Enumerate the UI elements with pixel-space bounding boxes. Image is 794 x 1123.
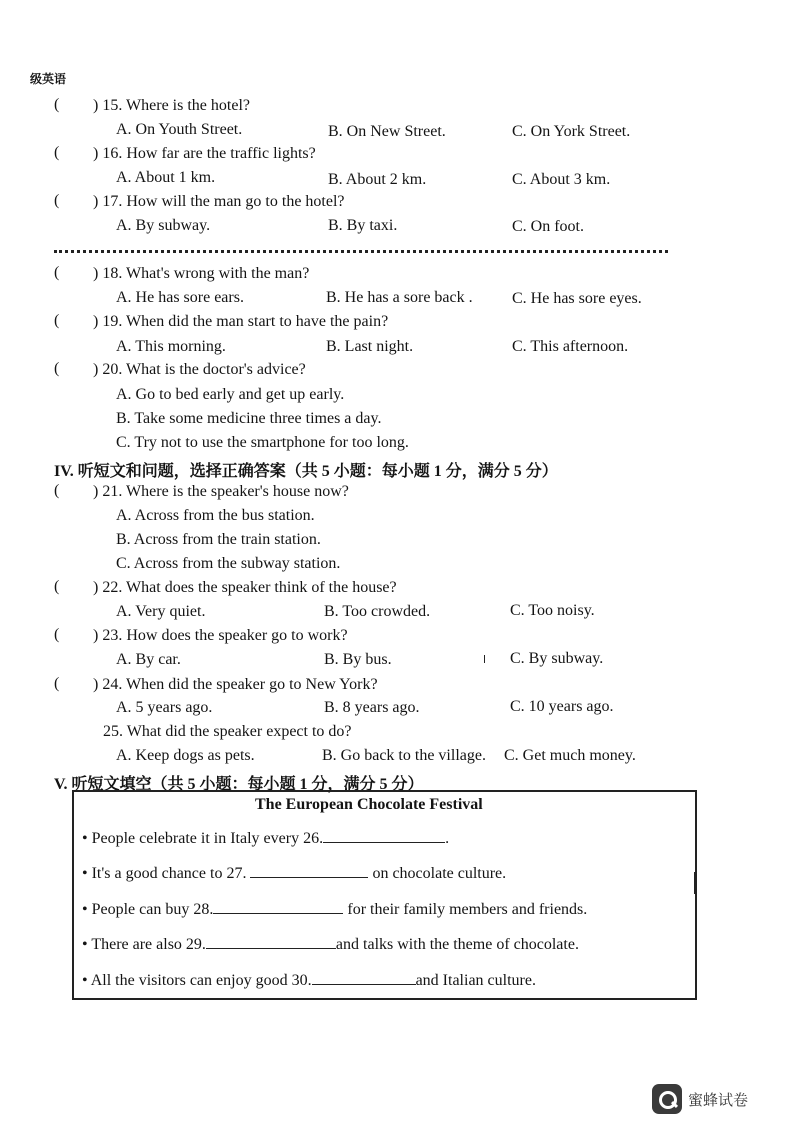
- option-25-b: B. Go back to the village.: [322, 747, 486, 764]
- option-17-c: C. On foot.: [512, 218, 584, 235]
- answer-bracket[interactable]: (: [54, 360, 60, 377]
- option-22-a: A. Very quiet.: [116, 603, 206, 620]
- option-18-b: B. He has a sore back .: [326, 289, 473, 306]
- fill-line-27-text: • It's a good chance to 27.: [82, 865, 247, 882]
- fill-line-30-end: and Italian culture.: [415, 972, 536, 989]
- question-18: ) 18. What's wrong with the man?: [93, 265, 310, 282]
- option-16-b: B. About 2 km.: [328, 171, 427, 188]
- option-15-b: B. On New Street.: [328, 123, 446, 140]
- option-19-b: B. Last night.: [326, 338, 414, 355]
- festival-box: [72, 790, 697, 1000]
- watermark: [652, 1084, 748, 1114]
- option-17-a: A. By subway.: [116, 217, 211, 234]
- answer-bracket[interactable]: (: [54, 578, 60, 595]
- option-21-c: C. Across from the subway station.: [116, 555, 341, 572]
- fill-line-29-end: and talks with the theme of chocolate.: [335, 936, 579, 953]
- fill-line-26-text: • People celebrate it in Italy every 26.: [82, 830, 324, 847]
- fill-line-29-text: • There are also 29.: [82, 936, 206, 953]
- dotted-divider: [54, 250, 668, 253]
- blank-29[interactable]: [206, 934, 336, 949]
- fill-line-30-text: • All the visitors can enjoy good 30.: [82, 972, 312, 989]
- option-25-a: A. Keep dogs as pets.: [116, 747, 255, 764]
- option-15-c: C. On York Street.: [512, 123, 631, 140]
- option-24-a: A. 5 years ago.: [116, 699, 213, 716]
- option-24-c: C. 10 years ago.: [510, 698, 614, 715]
- option-17-b: B. By taxi.: [328, 217, 398, 234]
- option-22-c: C. Too noisy.: [510, 602, 595, 619]
- fill-line-28: [82, 899, 587, 919]
- option-23-a: A. By car.: [116, 651, 181, 668]
- answer-bracket[interactable]: (: [54, 482, 60, 499]
- fill-line-26-end: .: [445, 830, 450, 847]
- blank-26[interactable]: [323, 828, 445, 843]
- answer-bracket[interactable]: (: [54, 192, 60, 209]
- option-19-a: A. This morning.: [116, 338, 226, 355]
- scan-mark: [694, 872, 696, 894]
- watermark-text: 蜜蜂试卷: [688, 1090, 749, 1109]
- fill-line-28-end: for their family members and friends.: [347, 901, 588, 918]
- answer-bracket[interactable]: (: [54, 264, 60, 281]
- fill-line-30: [82, 970, 536, 990]
- section-v-title: V. 听短文填空（共 5 小题：每小题 1 分，满分 5 分）: [54, 776, 424, 793]
- question-16: ) 16. How far are the traffic lights?: [93, 145, 316, 162]
- answer-bracket[interactable]: (: [54, 675, 60, 692]
- question-17: ) 17. How will the man go to the hotel?: [93, 193, 345, 210]
- question-19: ) 19. When did the man start to have the pain?: [93, 313, 389, 330]
- answer-bracket[interactable]: (: [54, 312, 60, 329]
- question-22: ) 22. What does the speaker think of the house?: [93, 579, 397, 596]
- fill-line-27: [82, 863, 506, 883]
- fill-line-26: [82, 828, 449, 848]
- corner-subject-label: 级英语: [30, 72, 67, 86]
- question-15: ) 15. Where is the hotel?: [93, 97, 250, 114]
- answer-bracket[interactable]: (: [54, 96, 60, 113]
- option-16-a: A. About 1 km.: [116, 169, 216, 186]
- option-23-b: B. By bus.: [324, 651, 392, 668]
- blank-30[interactable]: [312, 970, 416, 985]
- question-25: 25. What did the speaker expect to do?: [103, 723, 352, 740]
- option-21-a: A. Across from the bus station.: [116, 507, 315, 524]
- option-20-c: C. Try not to use the smartphone for too long.: [116, 434, 409, 451]
- question-20: ) 20. What is the doctor's advice?: [93, 361, 306, 378]
- question-24: ) 24. When did the speaker go to New York?: [93, 676, 378, 693]
- question-23: ) 23. How does the speaker go to work?: [93, 627, 348, 644]
- blank-27[interactable]: [250, 863, 368, 878]
- fill-line-27-end: on chocolate culture.: [372, 865, 507, 882]
- blank-28[interactable]: [213, 899, 343, 914]
- option-20-b: B. Take some medicine three times a day.: [116, 410, 382, 427]
- box-title: The European Chocolate Festival: [255, 796, 483, 813]
- section-iv-title: IV. 听短文和问题，选择正确答案（共 5 小题：每小题 1 分，满分 5 分）: [54, 463, 558, 480]
- answer-bracket[interactable]: (: [54, 626, 60, 643]
- option-20-a: A. Go to bed early and get up early.: [116, 386, 345, 403]
- question-21: ) 21. Where is the speaker's house now?: [93, 483, 349, 500]
- fill-line-28-text: • People can buy 28.: [82, 901, 214, 918]
- option-21-b: B. Across from the train station.: [116, 531, 321, 548]
- scan-mark: [484, 655, 485, 663]
- option-18-c: C. He has sore eyes.: [512, 290, 642, 307]
- search-logo-icon: [652, 1084, 682, 1114]
- option-23-c: C. By subway.: [510, 650, 604, 667]
- answer-bracket[interactable]: (: [54, 144, 60, 161]
- option-24-b: B. 8 years ago.: [324, 699, 420, 716]
- option-19-c: C. This afternoon.: [512, 338, 629, 355]
- option-16-c: C. About 3 km.: [512, 171, 611, 188]
- option-22-b: B. Too crowded.: [324, 603, 431, 620]
- option-18-a: A. He has sore ears.: [116, 289, 244, 306]
- fill-line-29: [82, 934, 579, 954]
- option-25-c: C. Get much money.: [504, 747, 636, 764]
- option-15-a: A. On Youth Street.: [116, 121, 243, 138]
